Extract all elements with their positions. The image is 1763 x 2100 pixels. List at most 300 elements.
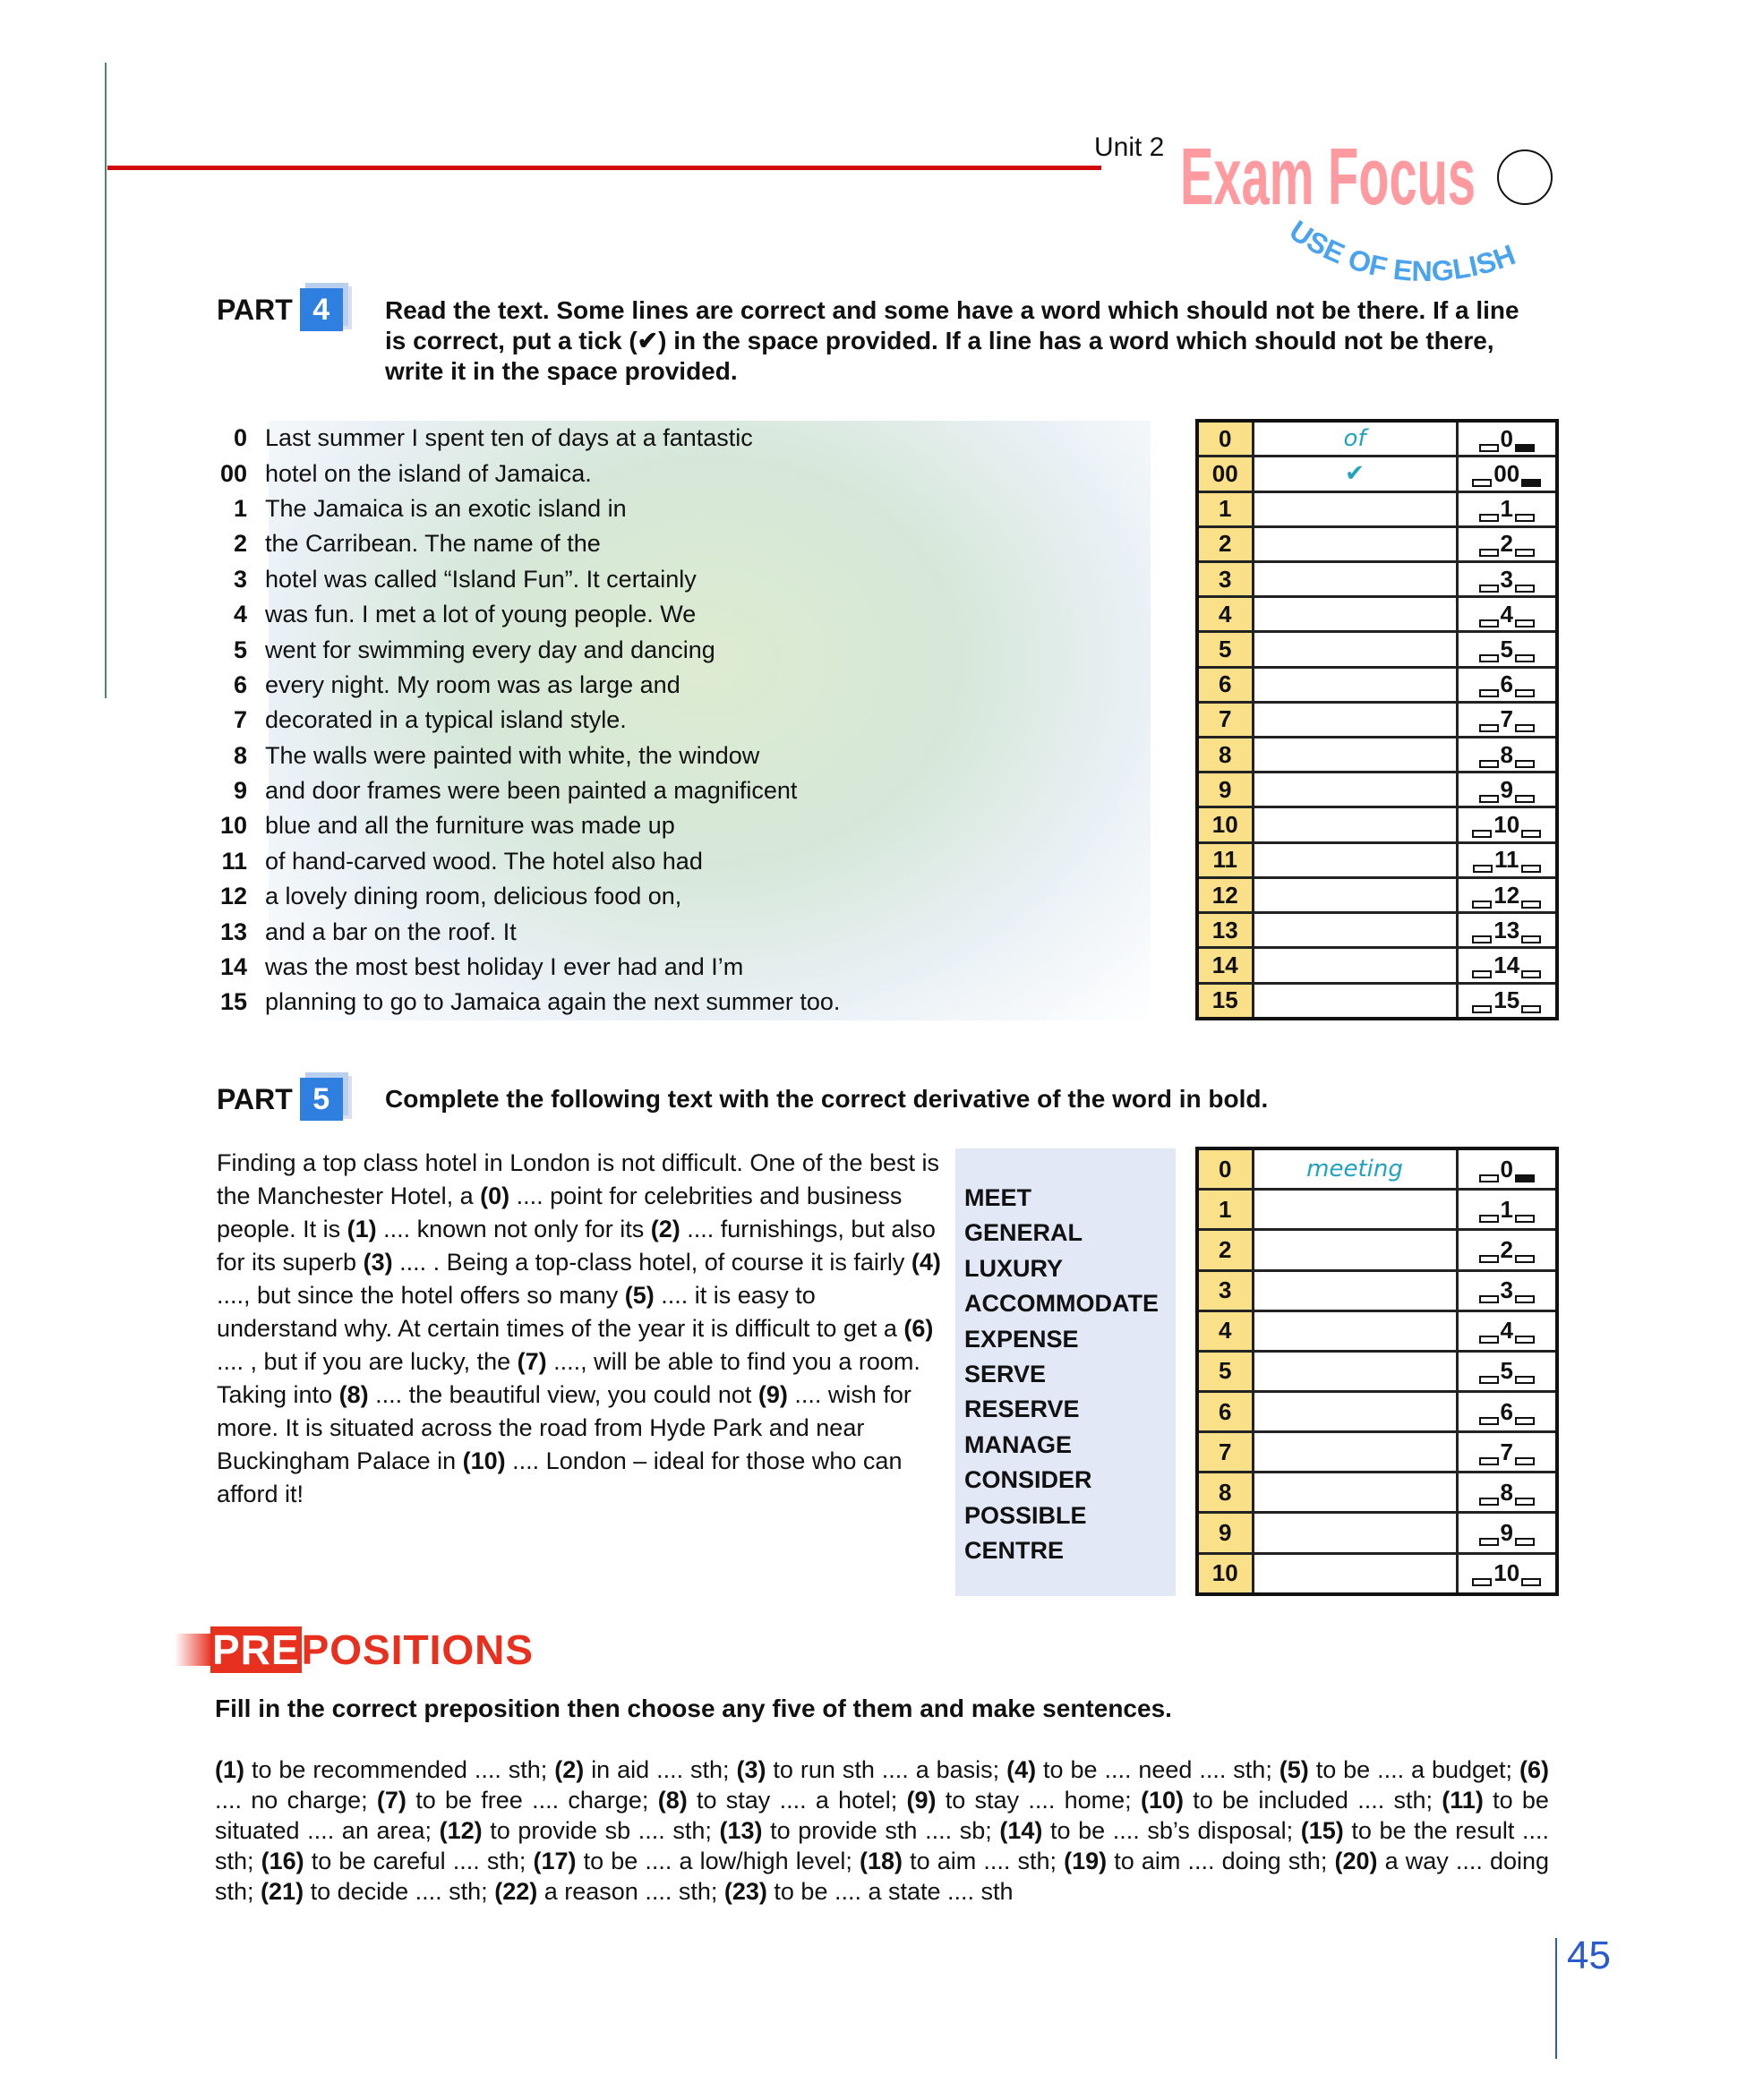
word-bank-item: SERVE: [964, 1360, 1047, 1387]
box-number: 00: [1493, 459, 1520, 487]
preposition-item: [658, 1787, 907, 1814]
score-box[interactable]: [1457, 632, 1557, 667]
item-number: (12): [439, 1817, 483, 1844]
item-number: (5): [1279, 1756, 1309, 1783]
item-text: to aim .... doing sth;: [1114, 1848, 1328, 1874]
answer-row: [1197, 702, 1557, 737]
preposition-item: [261, 1848, 534, 1874]
preposition-item: [860, 1848, 1064, 1874]
answer-row: [1197, 948, 1557, 983]
text-line: [208, 491, 840, 526]
title-pre: PRE: [212, 1626, 300, 1673]
row-number: 5: [1197, 1351, 1253, 1391]
box-number: 1: [1500, 1195, 1513, 1223]
line-number: 2: [233, 530, 247, 558]
line-text: went for swimming every day and dancing: [265, 636, 715, 663]
preposition-item: [1279, 1756, 1519, 1783]
line-text: planning to go to Jamaica again the next summer too.: [265, 988, 841, 1016]
text-line: [208, 526, 840, 561]
word-bank-item: GENERAL: [964, 1219, 1083, 1247]
right-box[interactable]: [1515, 514, 1535, 522]
answer-field[interactable]: [1253, 877, 1457, 912]
box-number: 6: [1500, 670, 1513, 698]
row-number: 8: [1197, 1473, 1253, 1513]
wrong-box[interactable]: [1472, 1578, 1492, 1586]
wrong-box[interactable]: [1479, 1174, 1499, 1182]
box-number: 11: [1494, 846, 1519, 874]
score-box[interactable]: [1457, 1310, 1557, 1351]
item-number: (2): [554, 1756, 585, 1783]
row-number: 0: [1197, 421, 1253, 457]
right-box[interactable]: [1515, 1417, 1535, 1425]
item-text: to stay .... home;: [945, 1787, 1132, 1814]
line-number: 00: [219, 459, 247, 487]
item-text: to be situated .... an area;: [215, 1787, 1549, 1844]
answer-field[interactable]: [1253, 1351, 1457, 1391]
item-text: to be included .... sth;: [1193, 1787, 1433, 1814]
part5-text: Finding a top class hotel in London is not difficult. One of the best is the Manchester Hotel, a (0) .... point for celebrities and business people. It is (1) .... known not only for its (2) .... furnishings, but also for its superb (3) .... . Being a top-class hotel, of course it is fairly (4) ...., but since the hotel offers so many (5) .... it is easy to understand why. At certain times of the year it is difficult to get a (6) .... , but if you are lucky, the (7) ...., will be able to find you a room. Taking into (8) .... the beautiful view, you could not (9) .... wish for more. It is situated across the road from Hyde Park and near Buckingham Palace in (10) .... London – ideal for those who can afford it!: [217, 1149, 941, 1507]
item-number: (10): [1140, 1787, 1184, 1814]
wrong-box[interactable]: [1472, 901, 1492, 909]
item-text: to decide .... sth;: [310, 1878, 488, 1905]
answer-row: [1197, 1310, 1557, 1351]
box-number: 3: [1500, 565, 1513, 593]
score-box[interactable]: [1457, 1392, 1557, 1432]
row-number: 8: [1197, 738, 1253, 773]
right-box[interactable]: [1521, 830, 1541, 838]
right-box[interactable]: [1515, 1174, 1535, 1182]
right-box[interactable]: [1521, 1005, 1541, 1013]
line-text: a lovely dining room, delicious food on,: [265, 883, 682, 910]
line-number: 6: [233, 670, 247, 698]
box-number: 4: [1500, 600, 1513, 627]
answer-row: [1197, 1190, 1557, 1230]
line-number: 12: [219, 883, 247, 910]
answer-field[interactable]: [1253, 561, 1457, 596]
score-box[interactable]: [1457, 526, 1557, 561]
right-box[interactable]: [1515, 1538, 1535, 1546]
item-number: (19): [1064, 1848, 1108, 1874]
text-line: [208, 773, 840, 808]
answer-row: [1197, 983, 1557, 1019]
row-number: 2: [1197, 526, 1253, 561]
right-box[interactable]: [1515, 1336, 1535, 1344]
score-box[interactable]: [1457, 738, 1557, 773]
line-number: 5: [233, 636, 247, 663]
wrong-box[interactable]: [1479, 654, 1499, 662]
answer-row: [1197, 807, 1557, 842]
answer-row: [1197, 1351, 1557, 1391]
answer-field[interactable]: [1253, 842, 1457, 877]
word-bank-item: MEET: [964, 1184, 1032, 1211]
score-box[interactable]: [1457, 1230, 1557, 1270]
answer-field[interactable]: [1253, 632, 1457, 667]
part-label: PART: [217, 293, 293, 326]
word-bank-item: POSSIBLE: [964, 1501, 1087, 1529]
item-text: to stay .... a hotel;: [697, 1787, 898, 1814]
line-text: was fun. I met a lot of young people. We: [265, 601, 697, 628]
score-box[interactable]: [1457, 983, 1557, 1019]
item-number: (16): [261, 1848, 304, 1874]
answer-field[interactable]: [1253, 807, 1457, 842]
preposition-item: [533, 1848, 859, 1874]
line-text: and a bar on the roof. It: [265, 918, 517, 945]
box-number: 2: [1500, 1236, 1513, 1264]
word-bank-item: EXPENSE: [964, 1325, 1079, 1353]
title-positions: POSITIONS: [301, 1626, 535, 1673]
text-line: [208, 808, 840, 843]
line-text: every night. My room was as large and: [265, 670, 680, 698]
box-number: 10: [1493, 1559, 1520, 1587]
word-bank-item: MANAGE: [964, 1430, 1072, 1458]
exam-focus-logo: [1180, 124, 1565, 294]
row-number: 5: [1197, 632, 1253, 667]
score-box[interactable]: [1457, 1148, 1557, 1190]
answer-field[interactable]: [1253, 983, 1457, 1019]
right-box[interactable]: [1515, 619, 1535, 627]
line-text: was the most best holiday I ever had and I’m: [265, 953, 744, 981]
right-box[interactable]: [1515, 1215, 1535, 1223]
score-box[interactable]: [1457, 842, 1557, 877]
wrong-box[interactable]: [1472, 970, 1492, 978]
row-number: 10: [1197, 1553, 1253, 1594]
line-number: 15: [219, 988, 247, 1016]
right-box[interactable]: [1521, 1578, 1541, 1586]
text-line: [208, 703, 840, 738]
line-number: 3: [233, 565, 247, 593]
item-text: to be .... a budget;: [1315, 1756, 1513, 1783]
row-number: 13: [1197, 913, 1253, 948]
preposition-item: [1141, 1787, 1442, 1814]
answer-field[interactable]: [1253, 1392, 1457, 1432]
wrong-box[interactable]: [1479, 549, 1499, 557]
line-text: hotel on the island of Jamaica.: [265, 459, 592, 487]
box-number: 9: [1500, 775, 1513, 803]
answer-field[interactable]: [1253, 1230, 1457, 1270]
part4-text: [208, 421, 840, 1020]
row-number: 0: [1197, 1148, 1253, 1190]
item-text: to provide sb .... sth;: [490, 1817, 712, 1844]
wrong-box[interactable]: [1473, 865, 1493, 873]
box-number: 7: [1500, 1438, 1513, 1465]
wrong-box[interactable]: [1479, 444, 1499, 452]
wrong-box[interactable]: [1479, 1457, 1499, 1465]
prepositions-instruction: Fill in the correct preposition then choose any five of them and make sentences.: [215, 1695, 1172, 1722]
wrong-box[interactable]: [1479, 585, 1499, 593]
right-box[interactable]: [1515, 1376, 1535, 1384]
answer-field[interactable]: [1253, 1310, 1457, 1351]
row-number: 14: [1197, 948, 1253, 983]
score-box[interactable]: [1457, 1190, 1557, 1230]
line-text: Last summer I spent ten of days at a fantastic: [265, 424, 753, 452]
logo-subtitle: USE OF ENGLISH: [1283, 214, 1520, 288]
wrong-box[interactable]: [1479, 724, 1499, 732]
row-number: 4: [1197, 597, 1253, 632]
answer-field[interactable]: [1253, 702, 1457, 737]
preposition-item: [1064, 1848, 1334, 1874]
right-box[interactable]: [1515, 724, 1535, 732]
row-number: 2: [1197, 1230, 1253, 1270]
score-box[interactable]: [1457, 807, 1557, 842]
right-box[interactable]: [1515, 1457, 1535, 1465]
wrong-box[interactable]: [1479, 1417, 1499, 1425]
score-box[interactable]: [1457, 913, 1557, 948]
right-box[interactable]: [1515, 795, 1535, 803]
score-box[interactable]: [1457, 1553, 1557, 1594]
right-box[interactable]: [1515, 549, 1535, 557]
row-number: 11: [1197, 842, 1253, 877]
row-number: 9: [1197, 773, 1253, 807]
item-text: to be recommended .... sth;: [251, 1756, 548, 1783]
text-line: [208, 950, 840, 985]
wrong-box[interactable]: [1472, 479, 1492, 487]
page-number-rule: [1555, 1938, 1557, 2059]
answer-field[interactable]: ✔: [1253, 457, 1457, 491]
wrong-box[interactable]: [1479, 1336, 1499, 1344]
score-box[interactable]: [1457, 561, 1557, 596]
score-box[interactable]: [1457, 1513, 1557, 1553]
right-box[interactable]: [1515, 1295, 1535, 1303]
word-bank-item: LUXURY: [964, 1254, 1064, 1282]
part4-answer-grid: [1195, 419, 1559, 1020]
right-box[interactable]: [1515, 689, 1535, 697]
answer-field[interactable]: [1253, 913, 1457, 948]
item-number: (17): [533, 1848, 577, 1874]
wrong-box[interactable]: [1479, 1215, 1499, 1223]
answer-field[interactable]: [1253, 948, 1457, 983]
wrong-box[interactable]: [1479, 689, 1499, 697]
wrong-box[interactable]: [1472, 935, 1492, 943]
answer-field[interactable]: [1253, 1553, 1457, 1594]
answer-row: [1197, 877, 1557, 912]
answer-field[interactable]: [1253, 491, 1457, 526]
box-number: 13: [1493, 916, 1520, 943]
row-number: 3: [1197, 1270, 1253, 1310]
item-number: (15): [1300, 1817, 1344, 1844]
part4-heading: [217, 288, 343, 331]
line-number: 1: [233, 494, 247, 522]
wrong-box[interactable]: [1479, 795, 1499, 803]
wrong-box[interactable]: [1479, 1538, 1499, 1546]
right-box[interactable]: [1515, 1498, 1535, 1506]
item-text: to be free .... charge;: [415, 1787, 649, 1814]
answer-field[interactable]: [1253, 667, 1457, 702]
text-line: [208, 879, 840, 914]
answer-field[interactable]: [1253, 597, 1457, 632]
answer-field[interactable]: of: [1253, 421, 1457, 457]
box-number: 15: [1493, 986, 1520, 1014]
score-box[interactable]: [1457, 457, 1557, 491]
part-number-cube: 5: [300, 1078, 343, 1121]
line-text: decorated in a typical island style.: [265, 706, 627, 734]
row-number: 10: [1197, 807, 1253, 842]
line-number: 13: [219, 918, 247, 945]
score-box[interactable]: [1457, 667, 1557, 702]
right-box[interactable]: [1521, 865, 1541, 873]
item-number: (11): [1442, 1787, 1484, 1814]
box-number: 2: [1500, 530, 1513, 558]
item-number: (9): [906, 1787, 937, 1814]
item-text: to provide sth .... sb;: [770, 1817, 992, 1844]
score-box[interactable]: [1457, 702, 1557, 737]
preposition-item: [554, 1756, 736, 1783]
answer-row: [1197, 491, 1557, 526]
preposition-item: [215, 1756, 554, 1783]
line-text: The walls were painted with white, the window: [265, 741, 760, 769]
item-text: in aid .... sth;: [591, 1756, 730, 1783]
score-box[interactable]: [1457, 877, 1557, 912]
box-number: 9: [1500, 1519, 1513, 1546]
row-number: 4: [1197, 1310, 1253, 1351]
item-number: (21): [261, 1878, 304, 1905]
logo-title: Exam Focus: [1180, 132, 1476, 222]
right-box[interactable]: [1521, 479, 1541, 487]
item-text: to be .... a state .... sth: [774, 1878, 1014, 1905]
part-number-cube: 4: [300, 288, 343, 331]
answer-field[interactable]: [1253, 773, 1457, 807]
box-number: 8: [1500, 740, 1513, 768]
preposition-item: [999, 1817, 1300, 1844]
item-text: to aim .... sth;: [910, 1848, 1057, 1874]
preposition-item: [724, 1878, 1014, 1905]
right-box[interactable]: [1515, 444, 1535, 452]
score-box[interactable]: [1457, 1432, 1557, 1473]
box-number: 6: [1500, 1397, 1513, 1425]
item-number: (14): [999, 1817, 1043, 1844]
score-box[interactable]: [1457, 948, 1557, 983]
answer-row: [1197, 1270, 1557, 1310]
box-number: 4: [1500, 1317, 1513, 1345]
word-bank: [955, 1148, 1176, 1596]
line-text: the Carribean. The name of the: [265, 530, 601, 558]
item-number: (3): [736, 1756, 766, 1783]
wrong-box[interactable]: [1479, 760, 1499, 768]
line-number: 4: [233, 601, 247, 628]
line-text: of hand-carved wood. The hotel also had: [265, 847, 703, 875]
row-number: 3: [1197, 561, 1253, 596]
box-number: 8: [1500, 1478, 1513, 1506]
item-number: (13): [719, 1817, 763, 1844]
score-box[interactable]: [1457, 1473, 1557, 1513]
right-box[interactable]: [1515, 585, 1535, 593]
item-number: (1): [215, 1756, 244, 1783]
right-box[interactable]: [1521, 970, 1541, 978]
answer-field[interactable]: meeting: [1253, 1148, 1457, 1190]
wrong-box[interactable]: [1472, 830, 1492, 838]
preposition-item: [377, 1787, 658, 1814]
answer-field[interactable]: [1253, 1190, 1457, 1230]
row-number: 1: [1197, 1190, 1253, 1230]
score-box[interactable]: [1457, 597, 1557, 632]
line-text: blue and all the furniture was made up: [265, 812, 675, 840]
item-number: (23): [723, 1878, 767, 1905]
wrong-box[interactable]: [1472, 1005, 1492, 1013]
item-number: (18): [859, 1848, 903, 1874]
answer-row: [1197, 597, 1557, 632]
item-number: (20): [1334, 1848, 1378, 1874]
right-box[interactable]: [1521, 901, 1541, 909]
preposition-item: [736, 1756, 1006, 1783]
line-number: 7: [233, 706, 247, 734]
line-number: 14: [219, 953, 247, 981]
answer-row: [1197, 1230, 1557, 1270]
answer-field[interactable]: [1253, 1432, 1457, 1473]
answer-row: [1197, 632, 1557, 667]
item-text: to be .... sb’s disposal;: [1049, 1817, 1294, 1844]
text-line: [208, 597, 840, 632]
text-line: [208, 914, 840, 949]
line-number: 10: [219, 812, 247, 840]
text-line: [208, 562, 840, 597]
item-text: to be .... a low/high level;: [583, 1848, 852, 1874]
answer-field[interactable]: [1253, 526, 1457, 561]
answer-field[interactable]: [1253, 738, 1457, 773]
wrong-box[interactable]: [1479, 514, 1499, 522]
item-number: (7): [376, 1787, 407, 1814]
wrong-box[interactable]: [1479, 1255, 1499, 1263]
wrong-box[interactable]: [1479, 1498, 1499, 1506]
preposition-item: [261, 1878, 494, 1905]
line-number: 8: [233, 741, 247, 769]
wrong-box[interactable]: [1479, 1376, 1499, 1384]
answer-row: [1197, 773, 1557, 807]
item-text: to be careful .... sth;: [311, 1848, 526, 1874]
item-number: (22): [494, 1878, 538, 1905]
preposition-item: [719, 1817, 999, 1844]
item-number: (6): [1519, 1756, 1549, 1783]
answer-row: [1197, 842, 1557, 877]
answer-row: [1197, 913, 1557, 948]
score-box[interactable]: [1457, 1351, 1557, 1391]
text-line: [208, 844, 840, 879]
prepositions-title: [175, 1627, 534, 1672]
preposition-item: [494, 1878, 724, 1905]
box-number: 12: [1493, 881, 1520, 909]
row-number: 00: [1197, 457, 1253, 491]
answer-field[interactable]: [1253, 1270, 1457, 1310]
box-number: 1: [1500, 495, 1513, 523]
prepositions-list: [215, 1754, 1549, 1907]
score-box[interactable]: [1457, 491, 1557, 526]
answer-row: [1197, 738, 1557, 773]
word-bank-item: ACCOMMODATE: [964, 1290, 1159, 1318]
row-number: 1: [1197, 491, 1253, 526]
answer-field[interactable]: [1253, 1513, 1457, 1553]
text-line: [208, 421, 840, 456]
text-line: [208, 668, 840, 703]
box-number: 7: [1500, 705, 1513, 733]
score-box[interactable]: [1457, 1270, 1557, 1310]
score-box[interactable]: [1457, 773, 1557, 807]
preposition-item: [440, 1817, 720, 1844]
wrong-box[interactable]: [1479, 1295, 1499, 1303]
answer-row: [1197, 526, 1557, 561]
right-box[interactable]: [1515, 1255, 1535, 1263]
score-box[interactable]: [1457, 421, 1557, 457]
margin-line: [105, 63, 107, 698]
wrong-box[interactable]: [1479, 619, 1499, 627]
answer-field[interactable]: [1253, 1473, 1457, 1513]
title-fade-bar: [175, 1634, 210, 1666]
box-number: 0: [1500, 1155, 1513, 1182]
word-bank-item: CENTRE: [964, 1536, 1065, 1564]
box-number: 3: [1500, 1276, 1513, 1304]
right-box[interactable]: [1515, 654, 1535, 662]
right-box[interactable]: [1515, 760, 1535, 768]
text-line: [208, 632, 840, 667]
preposition-item: [906, 1787, 1140, 1814]
right-box[interactable]: [1521, 935, 1541, 943]
